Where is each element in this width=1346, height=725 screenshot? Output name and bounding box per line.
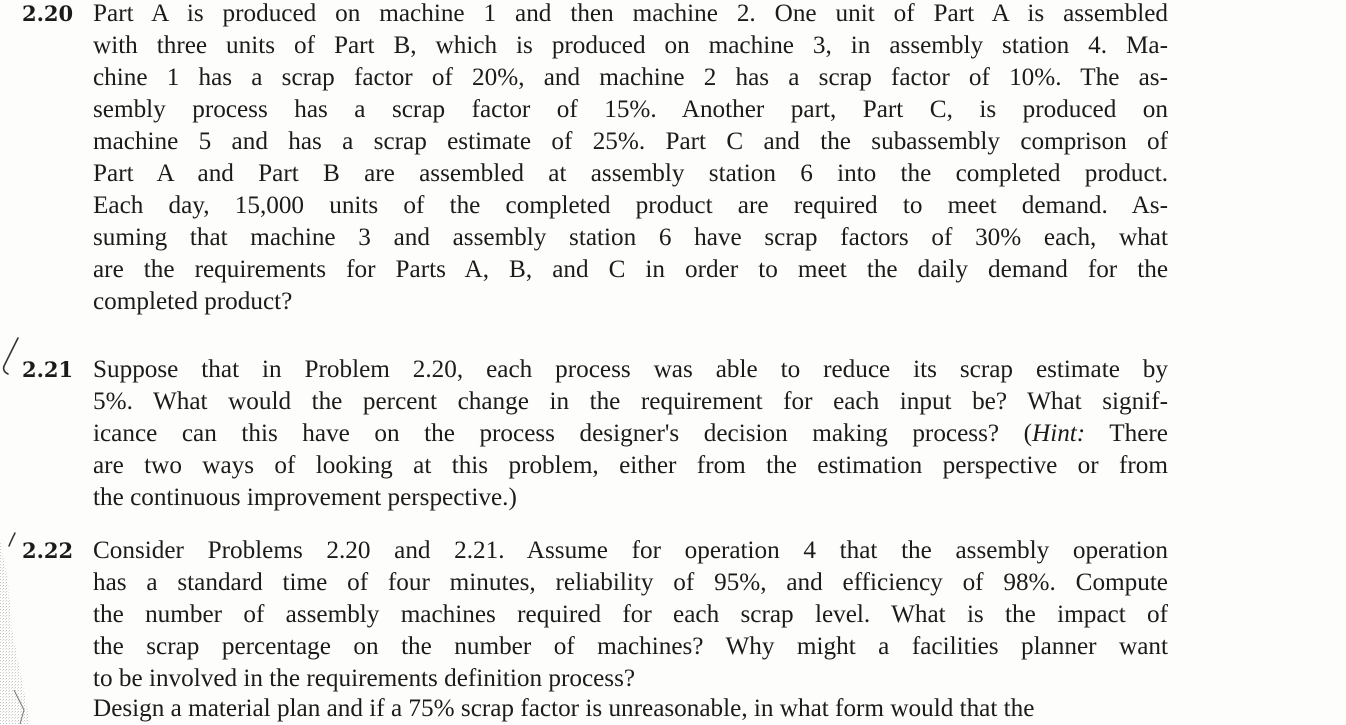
hint-label: Hint:	[1032, 420, 1086, 447]
text-line: the scrap percentage on the number of machines? Why might a facilities planner want	[93, 633, 1168, 660]
text-line: machine 5 and has a scrap estimate of 25%. Part C and the subassembly comprison of	[93, 128, 1168, 155]
cut-off-text-line	[93, 695, 1168, 724]
text-line: Part A is produced on machine 1 and then machine 2. One unit of Part A is assembled	[93, 0, 1168, 27]
text-line: are two ways of looking at this problem, either from the estimation perspective or from	[93, 452, 1168, 479]
problem-number: 2.21	[22, 357, 74, 382]
text-line: Part A and Part B are assembled at assembly station 6 into the completed product.	[93, 160, 1168, 187]
text-line: to be involved in the requirements definition process?	[93, 665, 636, 692]
text-line: icance can this have on the process designer's decision making process? (Hint: There	[93, 420, 1168, 447]
problem-number: 2.20	[22, 1, 74, 26]
text-line: the continuous improvement perspective.)	[93, 484, 517, 511]
text-line: the number of assembly machines required for each scrap level. What is the impact of	[93, 601, 1168, 628]
cut-off-line-text: Design a material plan and if a 75% scrap factor is unreasonable, in what form would that the	[93, 695, 1035, 722]
text-line: with three units of Part B, which is produced on machine 3, in assembly station 4. Ma-	[93, 32, 1168, 59]
text-line: suming that machine 3 and assembly station 6 have scrap factors of 30% each, what	[93, 224, 1168, 251]
text-line: 5%. What would the percent change in the requirement for each input be? What signif-	[93, 388, 1168, 415]
text-line: are the requirements for Parts A, B, and C in order to meet the daily demand for the	[93, 256, 1168, 283]
text-line: Suppose that in Problem 2.20, each process was able to reduce its scrap estimate by	[93, 356, 1168, 383]
text-line: has a standard time of four minutes, reliability of 95%, and efficiency of 98%. Compute	[93, 569, 1168, 596]
pencil-check-mark-2-21	[0, 336, 20, 382]
text-line: Each day, 15,000 units of the completed product are required to meet demand. As-	[93, 192, 1168, 219]
problem-text	[93, 0, 1168, 318]
scan-edge-shading	[0, 540, 34, 724]
text-line: chine 1 has a scrap factor of 20%, and machine 2 has a scrap factor of 10%. The as-	[93, 64, 1168, 91]
problem-text	[93, 535, 1168, 695]
text-line: completed product?	[93, 288, 293, 315]
text-line: sembly process has a scrap factor of 15%. Another part, Part C, is produced on	[93, 96, 1168, 123]
problem-text	[93, 354, 1168, 514]
problem-number: 2.22	[22, 538, 74, 563]
text-line: Consider Problems 2.20 and 2.21. Assume for operation 4 that the assembly operation	[93, 537, 1168, 564]
